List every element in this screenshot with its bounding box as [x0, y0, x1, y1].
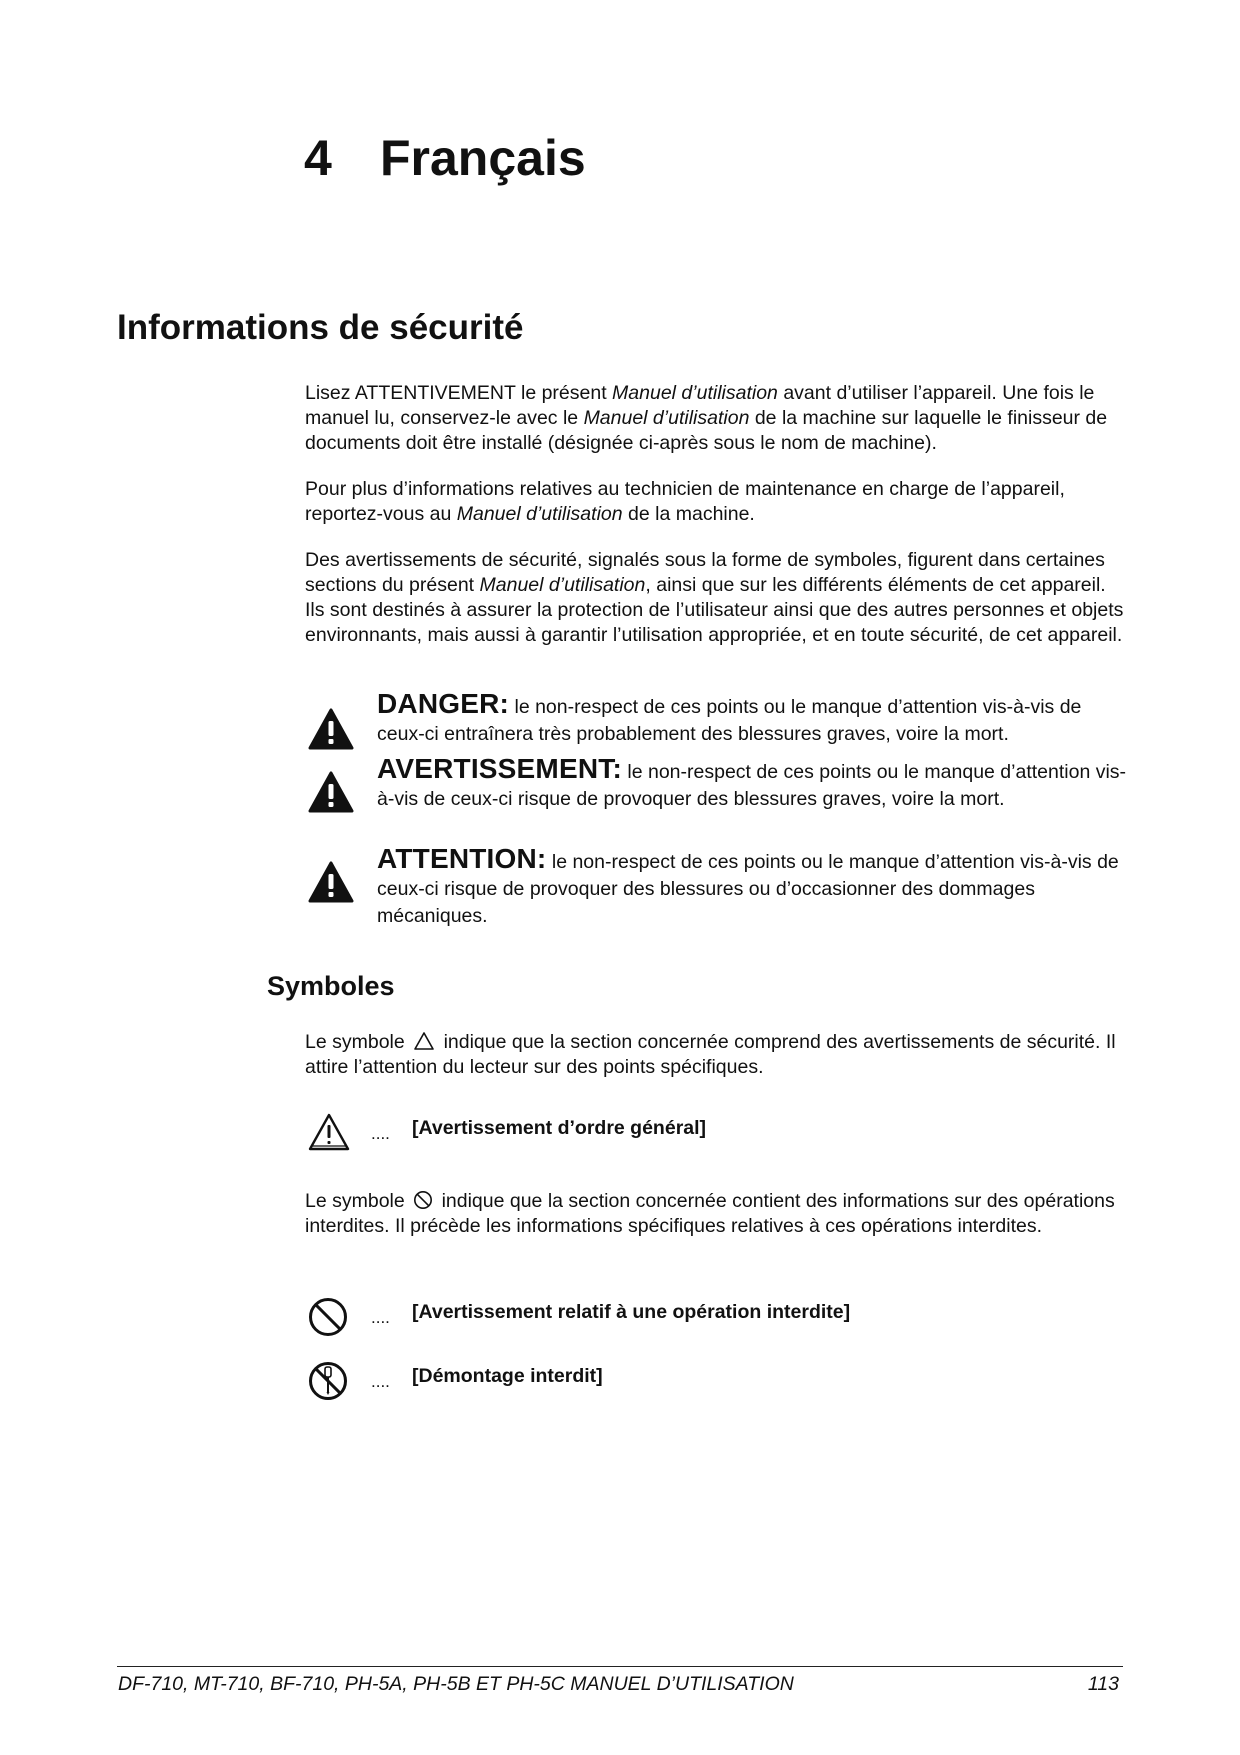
symbols-triangle-paragraph: [305, 1030, 1125, 1080]
intro-paragraph-3: [305, 548, 1125, 648]
intro-1-text-b: avant d’utiliser l’appareil. Une fois le manuel lu, conservez-le avec le: [305, 382, 1095, 429]
symbols-prohibit-paragraph: [305, 1189, 1125, 1239]
prohibition-icon: [413, 1190, 433, 1210]
intro-1-text-a: Lisez ATTENTIVEMENT le présent: [305, 382, 613, 404]
footer-manual-title: DF-710, MT-710, BF-710, PH-5A, PH-5B ET PH-5C MANUEL D’UTILISATION: [118, 1673, 794, 1695]
warning-triangle-filled-icon: [308, 771, 354, 813]
symbol-item-do-not-disassemble: [305, 1360, 1125, 1410]
warning-avertissement-text: [377, 755, 1129, 813]
symbols-prohibit-text-a: Le symbole: [305, 1190, 405, 1212]
symbol-dots: ....: [371, 1124, 390, 1143]
symbol-label: [Avertissement relatif à une opération interdite]: [412, 1301, 851, 1323]
warning-triangle-filled-icon: [308, 708, 354, 750]
intro-paragraph-1: [305, 381, 1125, 456]
warning-keyword: AVERTISSEMENT:: [377, 753, 622, 784]
warning-keyword: DANGER:: [377, 688, 510, 719]
warning-keyword: ATTENTION:: [377, 843, 547, 874]
symbols-prohibit-text-b: indique que la section concernée contient des informations sur des opérations interdites. Il précède les informations spécifiques relatives à ces opérations interdites.: [305, 1190, 1115, 1237]
intro-2-text-b: de la machine.: [622, 503, 755, 525]
warning-avertissement: [305, 755, 1125, 845]
prohibited-operation-icon: [307, 1296, 349, 1338]
warning-triangle-filled-icon: [308, 861, 354, 903]
manual-title-italic: Manuel d’utilisation: [479, 574, 646, 596]
symbols-triangle-text-a: Le symbole: [305, 1031, 405, 1053]
footer-rule: [117, 1666, 1123, 1667]
warning-danger-text: [377, 690, 1129, 748]
chapter-title: Français: [380, 130, 586, 186]
triangle-outline-icon: [413, 1031, 435, 1051]
page-number: 113: [1087, 1673, 1119, 1695]
symbols-title: Symboles: [267, 971, 395, 1001]
intro-paragraph-2: [305, 477, 1125, 527]
symbol-dots: ....: [371, 1308, 390, 1327]
intro-2-text-a: Pour plus d’informations relatives au technicien de maintenance en charge de l’appareil, reportez-vous au: [305, 478, 1065, 525]
intro-3-text-b: , ainsi que sur les différents éléments de cet appareil. Ils sont destinés à assurer la protection de l’utilisateur ainsi que des autres personnes et objets environnants, mais aussi à garantir l’utilisation appropriée, et en toute sécurité, de cet appareil.: [305, 574, 1124, 646]
warning-attention: [305, 845, 1125, 935]
symbol-item-prohibited-operation: [305, 1296, 1125, 1346]
warning-description: le non-respect de ces points ou le manque d’attention vis-à-vis de ceux-ci risque de provoquer des blessures ou d’occasionner des dommages mécaniques.: [377, 851, 1119, 927]
intro-1-text-c: de la machine sur laquelle le finisseur de documents doit être installé (désignée ci-après sous le nom de machine).: [305, 407, 1108, 454]
warning-description: le non-respect de ces points ou le manque d’attention vis-à-vis de ceux-ci entraînera très probablement des blessures graves, voire la mort.: [377, 696, 1082, 745]
chapter-heading: [304, 130, 586, 186]
manual-title-italic: Manuel d’utilisation: [583, 407, 750, 429]
section-title: Informations de sécurité: [117, 308, 524, 347]
warning-danger: [305, 690, 1125, 754]
general-warning-icon: [307, 1112, 351, 1152]
manual-title-italic: Manuel d’utilisation: [612, 382, 778, 404]
warning-description: le non-respect de ces points ou le manque d’attention vis-à-vis de ceux-ci risque de provoquer des blessures graves, voire la mort.: [377, 761, 1127, 810]
symbol-label: [Avertissement d’ordre général]: [412, 1117, 707, 1139]
symbol-dots: ....: [371, 1372, 390, 1391]
symbols-triangle-text-b: indique que la section concernée comprend des avertissements de sécurité. Il attire l’attention du lecteur sur des points spécifiques.: [305, 1031, 1116, 1078]
warning-attention-text: [377, 845, 1129, 930]
symbol-label: [Démontage interdit]: [412, 1365, 603, 1387]
do-not-disassemble-icon: [307, 1360, 349, 1402]
chapter-number: 4: [304, 130, 332, 186]
intro-3-text-a: Des avertissements de sécurité, signalés sous la forme de symboles, figurent dans certaines sections du présent: [305, 549, 1105, 596]
symbol-item-general-warning: [305, 1112, 1125, 1162]
manual-title-italic: Manuel d’utilisation: [456, 503, 623, 525]
